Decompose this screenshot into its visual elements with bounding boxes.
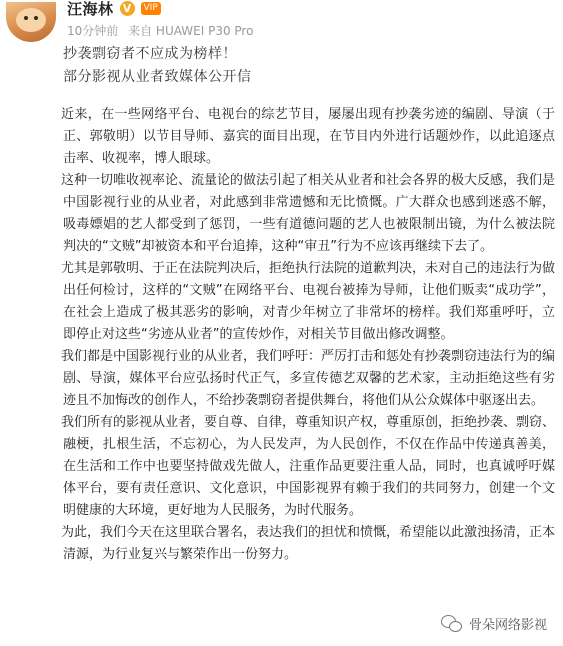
letter-paragraph: 我们所有的影视从业者，要自尊、自律，尊重知识产权，尊重原创，拒绝抄袭、剽窃、融梗，扎根生活，不忘初心，为人民发声，为人民创作，不仅在作品中传递真善美，在生活和工作中也要坚持做戏先做人，注重作品更要注重人品，同时，也真诚呼吁媒体平台，要有责任意识、文化意识，中国影视界有赖于我们的共同努力，创建一个文明健康的大环境，更好地为人民服务，为时代服务。 bbox=[61, 415, 556, 518]
avatar-cat-face bbox=[16, 8, 46, 32]
letter-paragraph: 尤其是郭敬明、于正在法院判决后，拒绝执行法院的道歉判决，未对自己的违法行为做出任何检讨，这样的“文贼”在网络平台、电视台被捧为导师，让他们贩卖“成功学”，在社会上造成了极其恶劣的影响，对青少年树立了非常坏的榜样。我们郑重呼吁，立即停止对这些“劣迹从业者”的宣传炒作，对相关节目做出修改调整。 bbox=[61, 261, 556, 342]
post-meta bbox=[67, 22, 259, 39]
avatar-eye-left bbox=[24, 16, 28, 20]
letter-paragraph: 为此，我们今天在这里联合署名，表达我们的担忧和愤慨，希望能以此激浊扬清，正本清源，为行业复兴与繁荣作出一份努力。 bbox=[61, 525, 556, 562]
watermark-text: 骨朵网络影视 bbox=[468, 618, 547, 633]
letter-paragraph: 近来，在一些网络平台、电视台的综艺节目，屡屡出现有抄袭劣迹的编剧、导演（于正、郭敬明）以节目导师、嘉宾的面目出现，在节目内外进行话题炒作，以此追逐点击率、收视率，博人眼球。 bbox=[61, 107, 555, 166]
avatar-eye-right bbox=[34, 16, 38, 20]
post-headline-line2: 部分影视从业者致媒体公开信 bbox=[63, 69, 252, 85]
post-source: 来自 HUAWEI P30 Pro bbox=[128, 24, 254, 38]
user-name[interactable]: 汪海林 bbox=[67, 0, 114, 18]
open-letter-body bbox=[63, 104, 555, 566]
user-name-row bbox=[67, 0, 161, 16]
wechat-icon bbox=[441, 615, 463, 633]
source-watermark bbox=[441, 614, 547, 633]
letter-paragraph: 这种一切唯收视率论、流量论的做法引起了相关从业者和社会各界的极大反感，我们是中国影视行业的从业者，对此感到非常遗憾和无比愤慨。广大群众也感到迷惑不解，吸毒嫖娼的艺人都受到了惩罚，一些有道德问题的艺人也被限制出镜，为什么被法院判决的“文贼”却被资本和平台追捧，这种“审丑”行为不应该再继续下去了。 bbox=[61, 173, 556, 254]
vip-badge-icon[interactable]: VIP bbox=[141, 2, 161, 15]
letter-paragraph: 我们都是中国影视行业的从业者，我们呼吁：严厉打击和惩处有抄袭剽窃违法行为的编剧、导演，媒体平台应弘扬时代正气，多宣传德艺双馨的艺术家，主动拒绝这些有劣迹且不加悔改的创作人，不给抄袭剽窃者提供舞台，将他们从公众媒体中驱逐出去。 bbox=[61, 349, 556, 408]
user-avatar[interactable] bbox=[6, 2, 56, 42]
post-time[interactable]: 10分钟前 bbox=[67, 24, 119, 38]
post-headline-line1: 抄袭剽窃者不应成为榜样！ bbox=[63, 46, 237, 62]
verified-icon: V bbox=[120, 1, 135, 16]
